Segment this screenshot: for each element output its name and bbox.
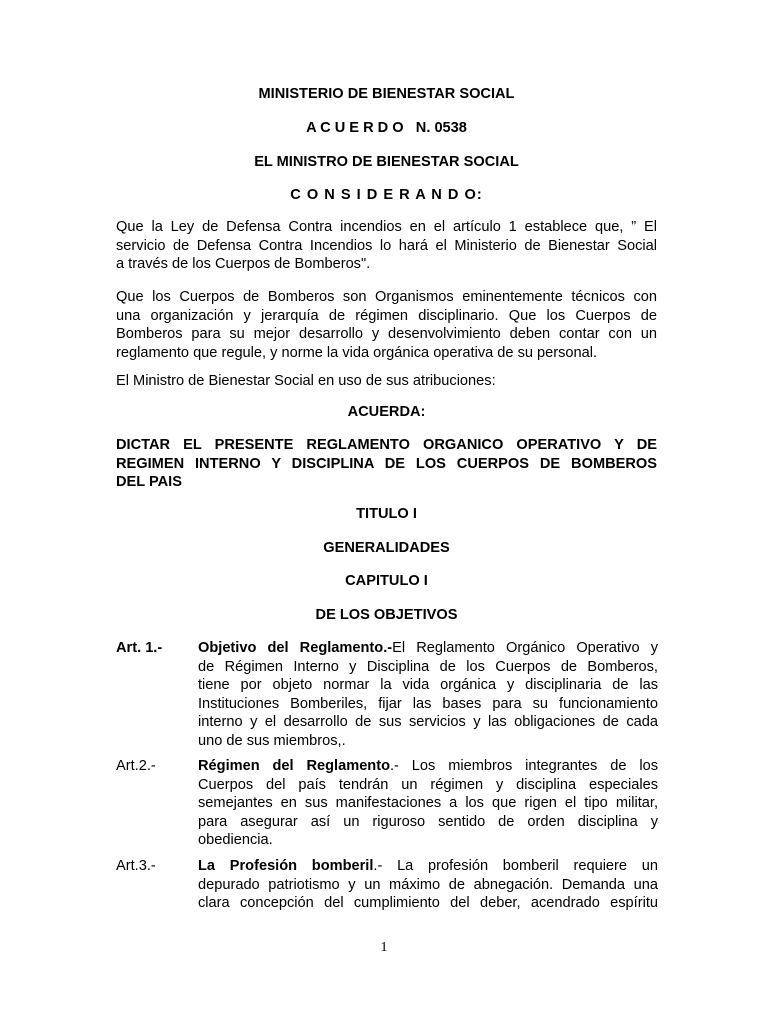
- minister-heading: EL MINISTRO DE BIENESTAR SOCIAL: [254, 154, 519, 170]
- article-line: obediencia.: [198, 832, 273, 849]
- article-line: interno y el desarrollo de sus servicios y las obligaciones de cada: [198, 714, 658, 731]
- article-3-label: Art.3.-: [116, 858, 156, 874]
- article-line: tiene por objeto normar la vida orgánica y disciplinaria de las: [198, 677, 658, 694]
- article-line: [198, 857, 658, 876]
- considering-paragraph-3: [116, 372, 657, 391]
- paragraph-line: El Ministro de Bienestar Social en uso de sus atribuciones:: [116, 373, 496, 389]
- article-line: depurado patriotismo y un máximo de abnegación. Demanda una: [198, 876, 658, 893]
- considering-paragraph-1: [116, 218, 657, 274]
- paragraph-line: Que los Cuerpos de Bomberos son Organismos eminentemente técnicos con: [116, 289, 657, 305]
- article-heading: La Profesión bomberil: [198, 858, 374, 874]
- article-line: semejantes en sus manifestaciones a los que rigen el tipo militar,: [198, 795, 658, 812]
- article-line: [198, 757, 658, 776]
- article-line: [198, 639, 658, 658]
- resolves-heading: ACUERDA:: [347, 404, 426, 420]
- article-line: uno de sus miembros,.: [198, 732, 346, 749]
- paragraph-line: a través de los Cuerpos de Bomberos".: [116, 256, 371, 273]
- chapter-heading: CAPITULO I: [345, 573, 428, 589]
- article-1-body: [198, 639, 658, 751]
- decree-line: REGIMEN INTERNO Y DISCIPLINA DE LOS CUERPOS DE BOMBEROS: [116, 455, 657, 472]
- paragraph-line: Que la Ley de Defensa Contra incendios en el artículo 1 establece que, ” El: [116, 219, 657, 235]
- article-line: Instituciones Bomberiles, fijar las bases para su funcionamiento: [198, 695, 658, 712]
- paragraph-line: reglamento que regule, y norme la vida orgánica operativa de su personal.: [116, 344, 598, 361]
- decree-line: DICTAR EL PRESENTE REGLAMENTO ORGANICO OPERATIVO Y DE: [116, 437, 657, 453]
- considering-heading: C O N S I D E R A N D O:: [290, 187, 483, 203]
- article-1-label: Art. 1.-: [116, 640, 163, 656]
- article-heading: Objetivo del Reglamento.-: [198, 640, 393, 656]
- article-heading: Régimen del Reglamento: [198, 758, 390, 774]
- article-2-label: Art.2.-: [116, 758, 156, 774]
- decree-line: DEL PAIS: [116, 474, 182, 491]
- agreement-number: A C U E R D O N. 0538: [306, 120, 467, 136]
- objectives-heading: DE LOS OBJETIVOS: [315, 607, 458, 623]
- article-3-body: [198, 857, 658, 913]
- page-number: 1: [380, 940, 388, 955]
- article-text: .- Los miembros integrantes de los: [390, 758, 658, 774]
- article-text: El Reglamento Orgánico Operativo y: [392, 640, 659, 656]
- article-line: Cuerpos del país tendrán un régimen y disciplina especiales: [198, 776, 658, 793]
- paragraph-line: Bomberos para su mejor desarrollo y desenvolvimiento deben contar con un: [116, 326, 657, 343]
- article-line: para asegurar así un riguroso sentido de orden disciplina y: [198, 813, 658, 830]
- general-heading: GENERALIDADES: [323, 540, 450, 556]
- article-text: .- La profesión bomberil requiere un: [373, 858, 658, 874]
- paragraph-line: servicio de Defensa Contra Incendios lo hará el Ministerio de Bienestar Social: [116, 237, 657, 254]
- title-heading: TITULO I: [356, 506, 417, 522]
- ministry-heading: MINISTERIO DE BIENESTAR SOCIAL: [258, 86, 515, 102]
- article-line: clara concepción del cumplimiento del deber, acendrado espíritu: [198, 895, 658, 912]
- considering-paragraph-2: [116, 288, 657, 362]
- paragraph-line: una organización y jerarquía de régimen disciplinario. Que los Cuerpos de: [116, 307, 657, 324]
- article-line: de Régimen Interno y Disciplina de los Cuerpos de Bomberos,: [198, 658, 658, 675]
- article-2-body: [198, 757, 658, 850]
- decree-paragraph: [116, 436, 657, 492]
